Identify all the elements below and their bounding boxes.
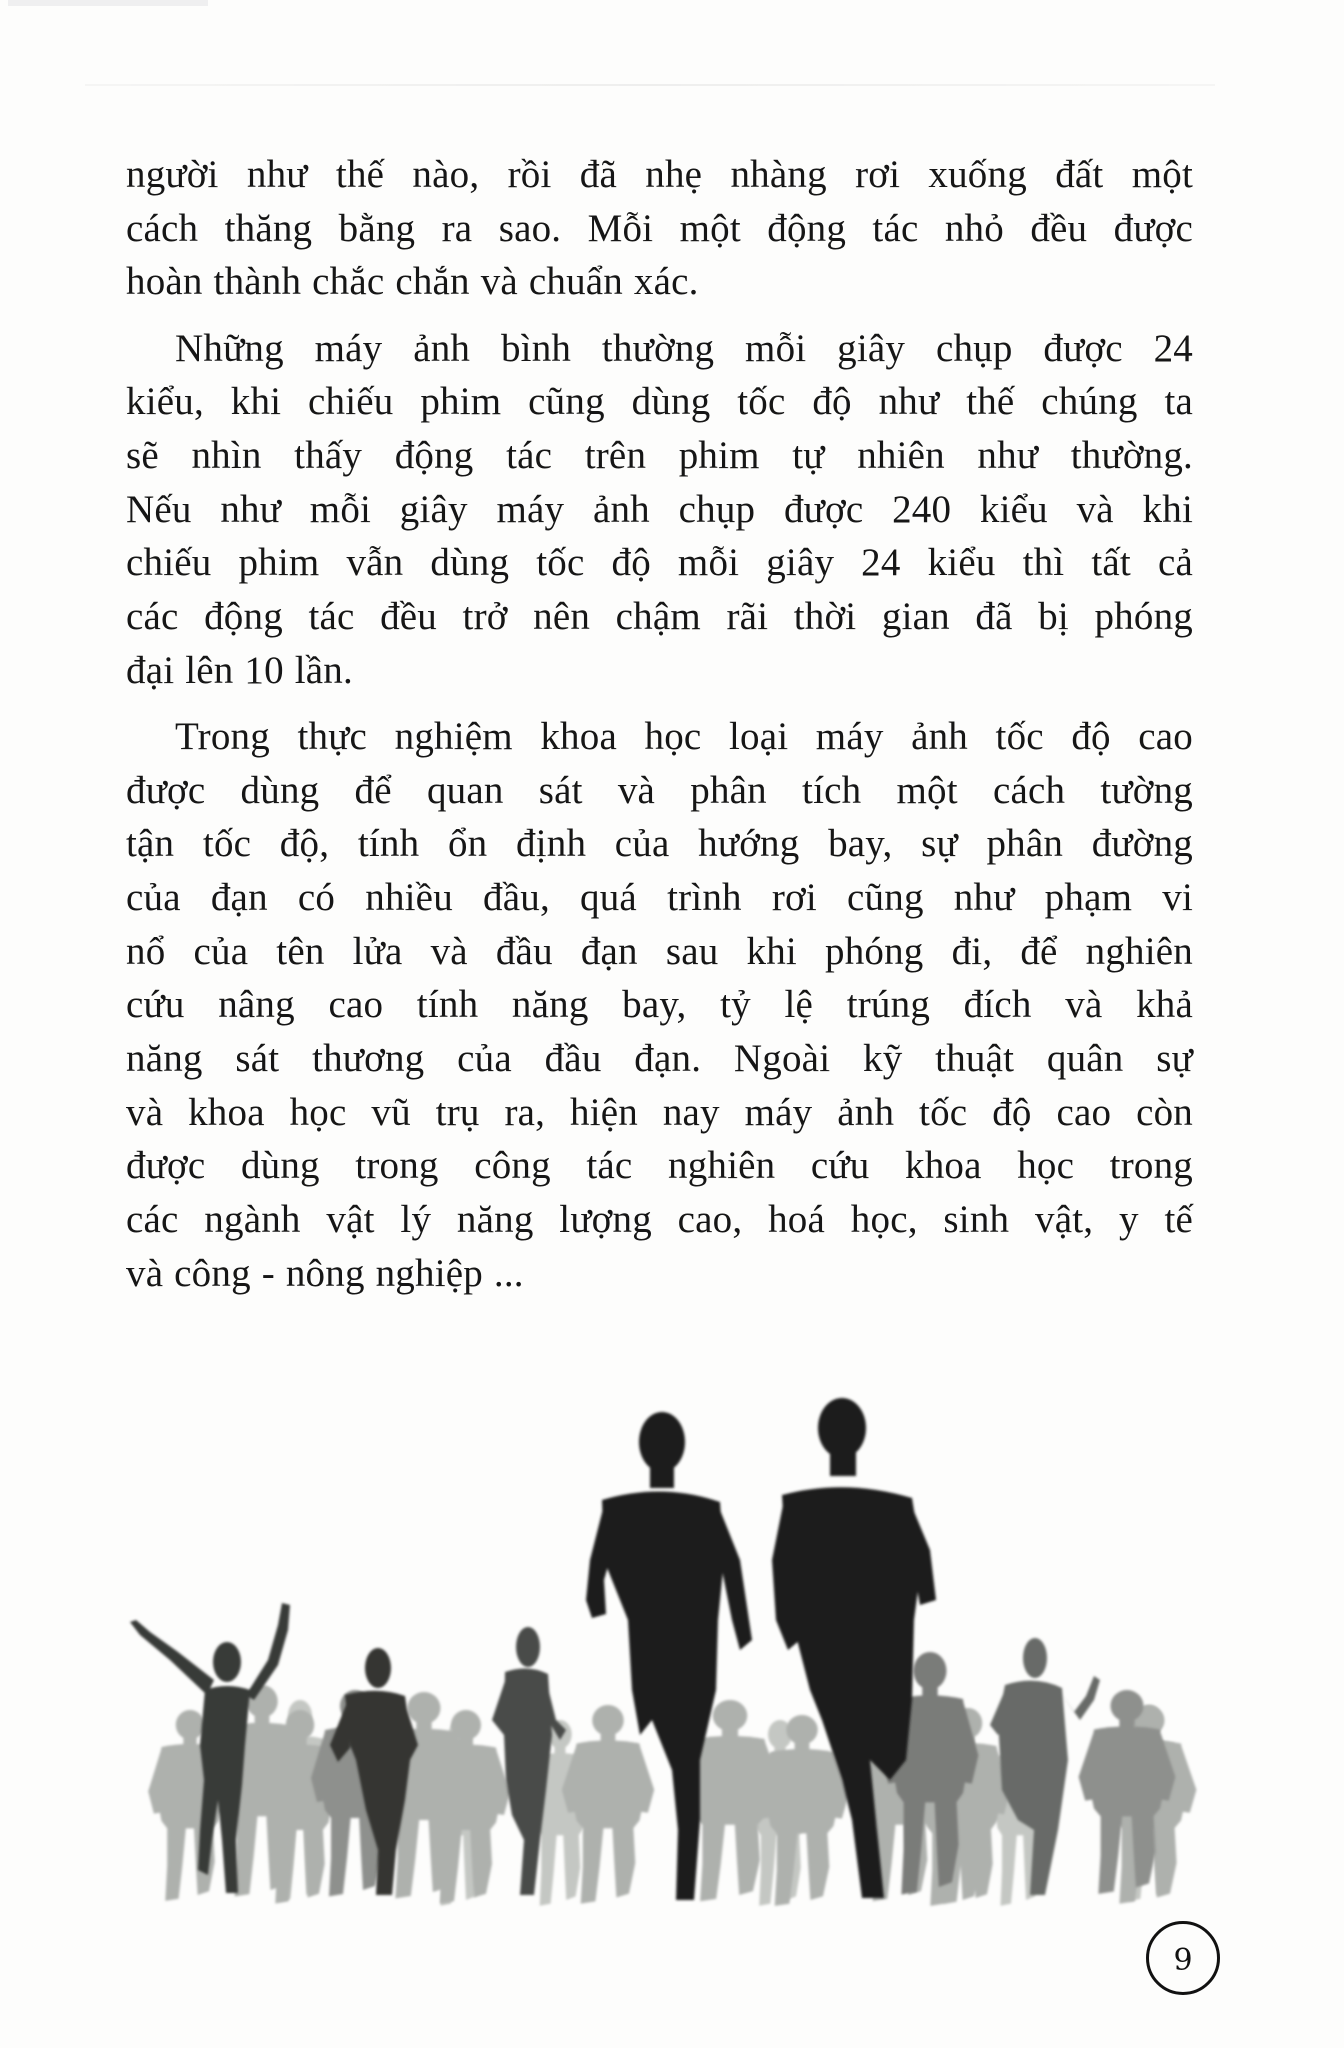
- text-line: năng sát thương của đầu đạn. Ngoài kỹ thuật quân sự: [126, 1037, 1193, 1080]
- bleed-through-line: [85, 84, 1215, 86]
- text-line: người như thế nào, rồi đã nhẹ nhàng rơi xuống đất một: [126, 153, 1193, 196]
- text-line: chiếu phim vẫn dùng tốc độ mỗi giây 24 kiểu thì tất cả: [126, 541, 1193, 585]
- paragraph-3: [126, 710, 1193, 1301]
- text-line: được dùng trong công tác nghiên cứu khoa học trong: [126, 1144, 1193, 1188]
- body-text: [126, 148, 1193, 1313]
- text-line: hoàn thành chắc chắn và chuẩn xác.: [126, 260, 699, 304]
- text-line: tận tốc độ, tính ổn định của hướng bay, sự phân đường: [126, 822, 1193, 866]
- runners-silhouette-icon: [110, 1395, 1205, 1910]
- text-line: được dùng để quan sát và phân tích một cách tường: [126, 768, 1193, 812]
- text-line: của đạn có nhiều đầu, quá trình rơi cũng như phạm vi: [126, 875, 1193, 919]
- text-line: và khoa học vũ trụ ra, hiện nay máy ảnh tốc độ cao còn: [126, 1090, 1193, 1134]
- text-line: các động tác đều trở nên chậm rãi thời gian đã bị phóng: [126, 595, 1193, 638]
- text-line: Nếu như mỗi giây máy ảnh chụp được 240 kiểu và khi: [126, 487, 1193, 531]
- text-line: sẽ nhìn thấy động tác trên phim tự nhiên như thường.: [126, 433, 1193, 477]
- text-line: đại lên 10 lần.: [126, 648, 353, 692]
- text-line: Những máy ảnh bình thường mỗi giây chụp được 24: [175, 326, 1193, 370]
- scan-edge-artifact: [8, 0, 208, 6]
- paragraph-1: [126, 148, 1193, 309]
- paragraph-2: [126, 322, 1193, 698]
- text-line: kiểu, khi chiếu phim cũng dùng tốc độ như thế chúng ta: [126, 380, 1193, 424]
- text-line: Trong thực nghiệm khoa học loại máy ảnh tốc độ cao: [175, 714, 1193, 758]
- page-number: 9: [1173, 1942, 1193, 1978]
- text-line: nổ của tên lửa và đầu đạn sau khi phóng đi, để nghiên: [126, 929, 1193, 973]
- runners-illustration: [110, 1395, 1205, 1910]
- text-line: và công - nông nghiệp ...: [126, 1251, 524, 1295]
- text-line: các ngành vật lý năng lượng cao, hoá học, sinh vật, y tế: [126, 1198, 1193, 1242]
- text-line: cách thăng bằng ra sao. Mỗi một động tác nhỏ đều được: [126, 206, 1193, 250]
- page-number-badge: [1146, 1921, 1220, 1995]
- text-line: cứu nâng cao tính năng bay, tỷ lệ trúng đích và khả: [126, 983, 1193, 1027]
